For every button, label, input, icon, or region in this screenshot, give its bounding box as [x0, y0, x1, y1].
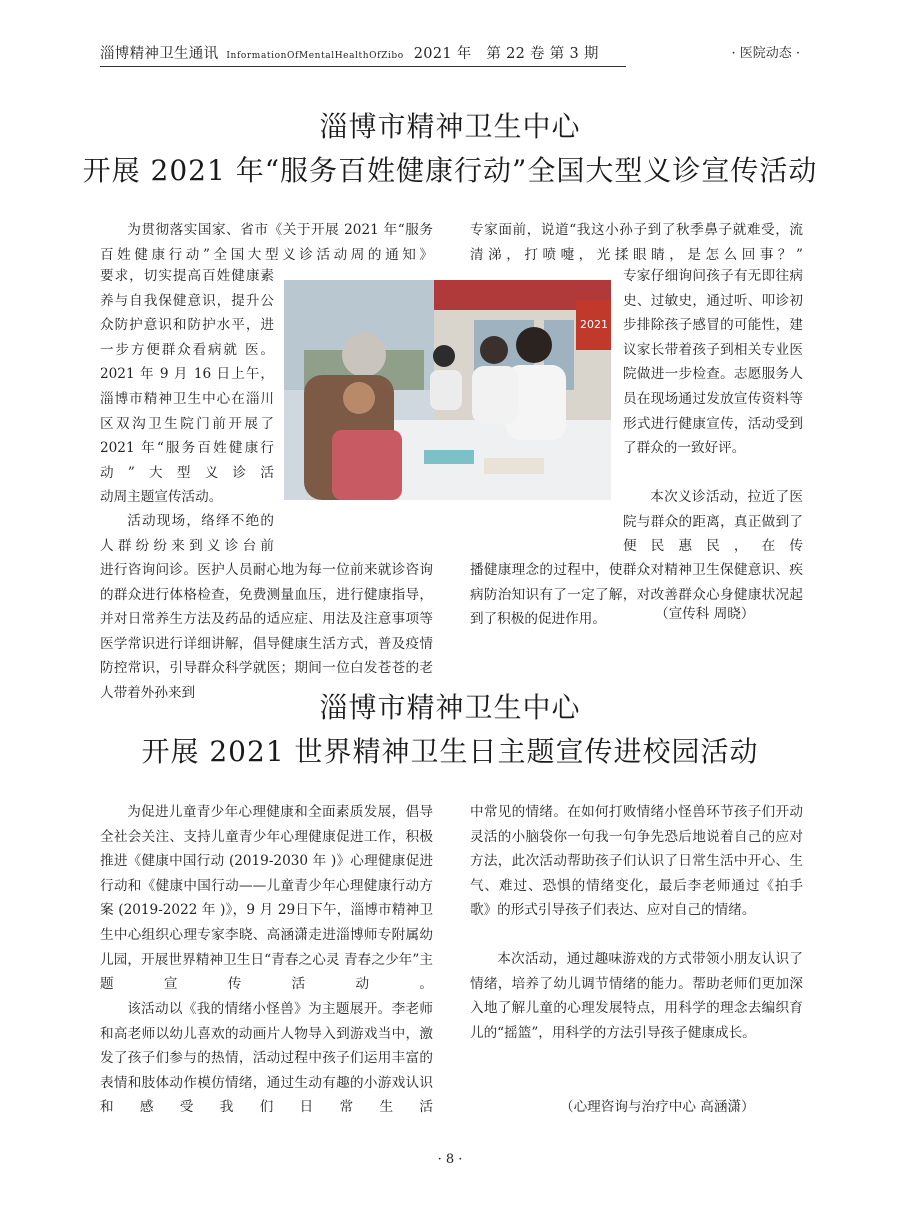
- article2-paragraph3: 本次活动，通过趣味游戏的方式带领小朋友认识了情绪，培养了幼儿调节情绪的能力。帮助老师们更加深入地了解儿童的心理发展特点，用科学的理念去编织育儿的“摇篮”，用科学的方法引导孩子健康成长。: [470, 951, 804, 1041]
- article1-title-line1: 淄博市精神卫生中心: [319, 110, 581, 143]
- article1-paragraph2-start: 活动现场，络绎不绝的人群纷纷来到义诊台前: [100, 513, 274, 554]
- article1-signature: （宣传科 周晓）: [655, 606, 755, 622]
- journal-title-en: InformationOfMentalHealthOfZibo: [226, 51, 404, 61]
- event-photo: [284, 280, 611, 500]
- event-photo-illustration: [284, 280, 611, 500]
- article1-title-line2: 开展 2021 年“服务百姓健康行动”全国大型义诊宣传活动: [82, 154, 818, 187]
- article2-paragraph2: 该活动以《我的情绪小怪兽》为主题展开。李老师和高老师以幼儿喜欢的动画片人物导入到游戏当中，激发了孩子们参与的热情，活动过程中孩子们运用丰富的表情和肢体动作模仿情绪，通过生动有趣的小游戏认识和感受我们日常生活: [100, 1001, 434, 1116]
- article2-paragraph1: 为促进儿童青少年心理健康和全面素质发展，倡导全社会关注、支持儿童青少年心理健康促进工作，积极推进《健康中国行动 (2019-2030 年 )》心理健康促进行动和《健康中国行动——儿童青少年心理健康行动方案 (2019-2022 年 )》，9 月 29日下午，淄博市精神卫生中心组织心理专家李晓、高涵潇走进淄博师专附属幼儿园，开展世界精神卫生日“青春之心灵 青春之少年”主题宣传活动。: [100, 804, 434, 993]
- issue-info: 2021 年 第 22 卷 第 3 期: [413, 46, 599, 62]
- article1-paragraph3-start: 本次义诊活动，拉近了医院与群众的距离，真正做到了便民惠民，在传: [623, 489, 804, 555]
- article2-paragraph2-cont: 中常见的情绪。在如何打败情绪小怪兽环节孩子们开动灵活的小脑袋你一句我一句争先恐后地说着自己的应对方法，此次活动帮助孩子们认识了日常生活中开心、生气、难过、恐惧的情绪变化，最后李老师通过《拍手歌》的形式引导孩子们表达、应对自己的情绪。: [470, 804, 804, 919]
- banner-text: 2021: [580, 318, 608, 331]
- article2-title-line2: 开展 2021 世界精神卫生日主题宣传进校园活动: [141, 735, 759, 768]
- article1-paragraph: 为贯彻落实国家、省市《关于开展 2021 年“服务百姓健康行动”全国大型义诊活动周的通知》: [100, 222, 433, 263]
- article2-signature: （心理咨询与治疗中心 高涵潇）: [560, 1099, 755, 1115]
- journal-title: 淄博精神卫生通讯: [100, 46, 219, 62]
- article1-paragraph2-cont-wrap: 专家仔细询问孩子有无即往病史、过敏史，通过听、叩诊初步排除孩子感冒的可能性，建议家长带着孩子到相关专业医院做进一步检查。志愿服务人员在现场通过发放宣传资料等形式进行健康宣传，活动受到了群众的一致好评。: [623, 268, 804, 457]
- section-label: · 医院动态 ·: [731, 46, 800, 61]
- page-number: · 8 ·: [437, 1152, 463, 1167]
- article2-title-line1: 淄博市精神卫生中心: [319, 691, 581, 724]
- journal-line: [100, 44, 626, 67]
- article1-paragraph2: 进行咨询问诊。医护人员耐心地为每一位前来就诊咨询的群众进行体格检查，免费测量血压，进行健康指导，并对日常养生方法及药品的适应症、用法及注意事项等医学常识进行详细讲解，倡导健康生活方式，普及疫情防控常识，引导群众科学就医；期间一位白发苍苍的老人带着外孙来到: [100, 562, 434, 701]
- page-header: [100, 44, 800, 68]
- article1-paragraph-wrap: 要求，切实提高百姓健康素养与自我保健意识，提升公众防护意识和防护水平，进一步方便群众看病就 医。2021 年 9 月 16 日上午，淄博市精神卫生中心在淄川区双沟卫生院门前开展了 2021 年“服务百姓健康行动”大型义诊活: [100, 268, 275, 481]
- article1-paragraph2-cont: 专家面前，说道“我这小孙子到了秋季鼻子就难受，流清涕，打喷嚏，光揉眼睛，是怎么回事？”: [470, 222, 804, 263]
- article1-paragraph-end: 动周主题宣传活动。: [100, 489, 223, 505]
- article1-paragraph3: 播健康理念的过程中，使群众对精神卫生保健意识、疾病防治知识有了一定了解，对改善群众心身健康状况起到了积极的促进作用。: [470, 562, 804, 628]
